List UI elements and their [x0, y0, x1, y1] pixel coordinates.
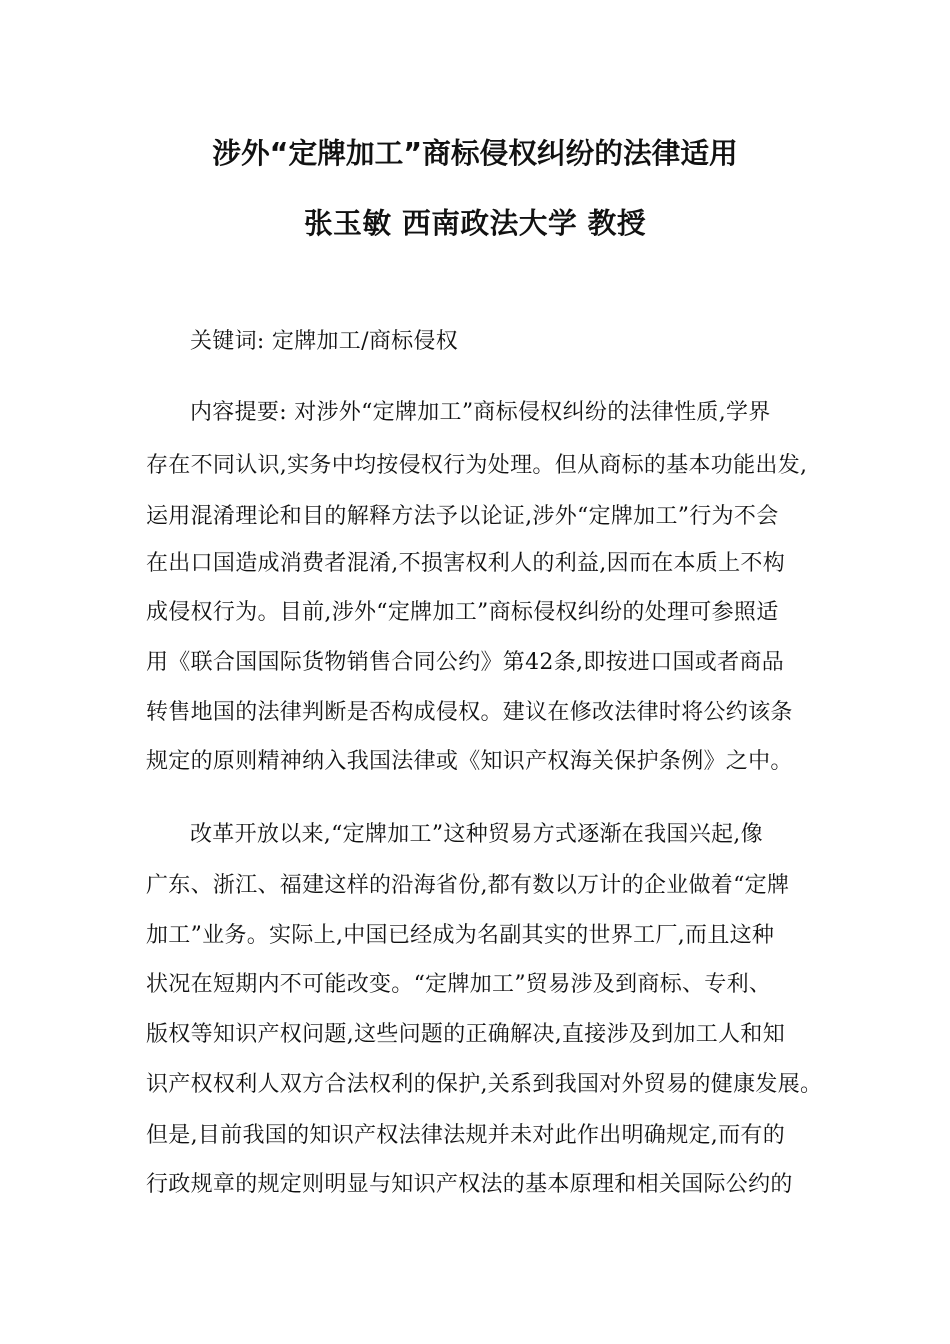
abstract-line: 用《联合国国际货物销售合同公约》第42条,即按进口国或者商品 — [146, 650, 784, 675]
author-line: 张玉敏 西南政法大学 教授 — [303, 206, 647, 240]
body-line: 行政规章的规定则明显与知识产权法的基本原理和相关国际公约的 — [146, 1172, 793, 1197]
document-title: 涉外“定牌加工”商标侵权纠纷的法律适用 — [212, 136, 738, 170]
body-line: 状况在短期内不可能改变。“定牌加工”贸易涉及到商标、专利、 — [146, 972, 772, 997]
body-line: 但是,目前我国的知识产权法律法规并未对此作出明确规定,而有的 — [146, 1123, 785, 1148]
body-line: 加工”业务。实际上,中国已经成为名副其实的世界工厂,而且这种 — [146, 923, 775, 948]
body-line: 识产权权利人双方合法权利的保护,关系到我国对外贸易的健康发展。 — [146, 1072, 823, 1097]
abstract-line: 在出口国造成消费者混淆,不损害权利人的利益,因而在本质上不构 — [146, 551, 785, 576]
body-line: 版权等知识产权问题,这些问题的正确解决,直接涉及到加工人和知 — [146, 1022, 785, 1047]
abstract-line: 内容提要: 对涉外“定牌加工”商标侵权纠纷的法律性质,学界 — [190, 400, 771, 425]
abstract-line: 转售地国的法律判断是否构成侵权。建议在修改法律时将公约该条 — [146, 700, 793, 725]
abstract-line: 成侵权行为。目前,涉外“定牌加工”商标侵权纠纷的处理可参照适 — [146, 600, 779, 625]
body-line: 改革开放以来,“定牌加工”这种贸易方式逐渐在我国兴起,像 — [190, 822, 763, 847]
abstract-line: 运用混淆理论和目的解释方法予以论证,涉外“定牌加工”行为不会 — [146, 504, 779, 529]
keywords-line: 关键词: 定牌加工/商标侵权 — [190, 329, 459, 354]
body-line: 广东、浙江、福建这样的沿海省份,都有数以万计的企业做着“定牌 — [146, 873, 790, 898]
abstract-line: 规定的原则精神纳入我国法律或《知识产权海关保护条例》之中。 — [146, 749, 793, 774]
abstract-line: 存在不同认识,实务中均按侵权行为处理。但从商标的基本功能出发, — [146, 453, 808, 478]
